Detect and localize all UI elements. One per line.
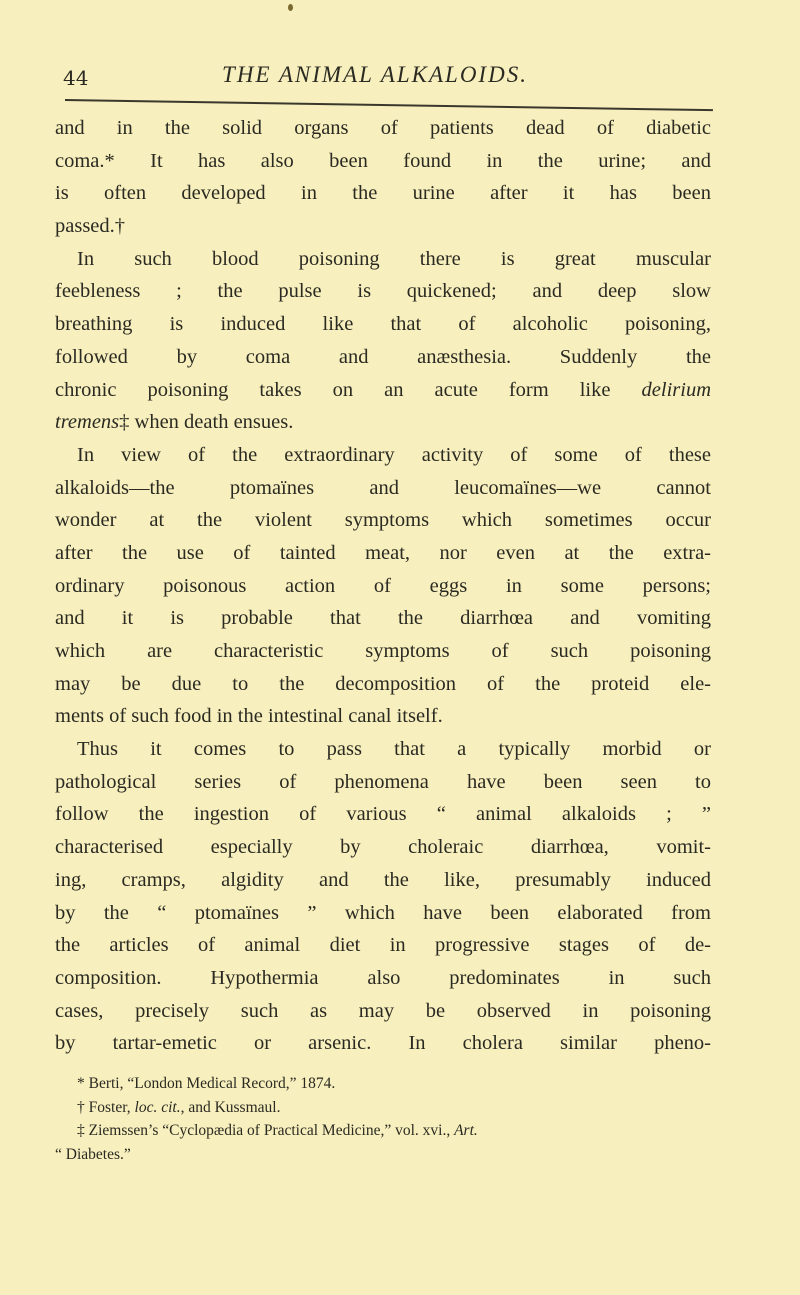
running-title: THE ANIMAL ALKALOIDS. xyxy=(222,62,528,87)
text-line: feebleness ; the pulse is quickened; and deep slow xyxy=(55,280,711,303)
footnote: ‡ Ziemssen’s “Cyclopædia of Practical Medicine,” vol. xvi., Art. xyxy=(77,1122,478,1139)
text-line: In such blood poisoning there is great muscular xyxy=(77,247,711,270)
text-line: passed.† xyxy=(55,215,126,238)
italic-text: tremens xyxy=(55,411,120,434)
text-line: coma.* It has also been found in the urine; and xyxy=(55,149,711,172)
text-line: after the use of tainted meat, nor even at the extra- xyxy=(55,541,711,564)
text-line: pathological series of phenomena have been seen to xyxy=(55,770,711,793)
text-line: ordinary poisonous action of eggs in some persons; xyxy=(55,574,711,597)
text-line: ing, cramps, algidity and the like, presumably induced xyxy=(55,868,711,891)
italic-text: delirium xyxy=(641,378,711,401)
text-line: and in the solid organs of patients dead of diabetic xyxy=(55,117,711,139)
text-line: follow the ingestion of various “ animal alkaloids ; ” xyxy=(55,803,711,826)
text-line: cases, precisely such as may be observed in poisoning xyxy=(55,999,711,1022)
text-line: by the “ ptomaïnes ” which have been elaborated from xyxy=(55,901,711,924)
italic-text: Art. xyxy=(454,1122,478,1139)
header-rule xyxy=(65,99,713,111)
text-line: ments of such food in the intestinal canal itself. xyxy=(55,705,443,728)
footnote: “ Diabetes.” xyxy=(55,1145,131,1163)
text-line: is often developed in the urine after it has been xyxy=(55,182,711,205)
page-number: 44 xyxy=(63,66,89,90)
text-line: the articles of animal diet in progressive stages of de- xyxy=(55,934,711,957)
footnote: * Berti, “London Medical Record,” 1874. xyxy=(77,1075,336,1092)
text-line: Thus it comes to pass that a typically morbid or xyxy=(77,738,711,761)
text-line: and it is probable that the diarrhœa and vomiting xyxy=(55,607,711,630)
italic-text: loc. cit. xyxy=(134,1098,181,1116)
text-line: by tartar-emetic or arsenic. In cholera similar pheno- xyxy=(55,1032,711,1055)
text-line: tremens‡ when death ensues. xyxy=(55,411,294,434)
text-line: alkaloids—the ptomaïnes and leucomaïnes—we cannot xyxy=(55,476,711,499)
text-line: In view of the extraordinary activity of some of these xyxy=(77,443,711,466)
ink-blot xyxy=(288,4,293,11)
body-text xyxy=(55,112,711,1060)
text-line: wonder at the violent symptoms which sometimes occur xyxy=(55,509,711,532)
text-line: followed by coma and anæsthesia. Suddenly the xyxy=(55,345,711,368)
footnotes xyxy=(55,1072,711,1166)
text-line: may be due to the decomposition of the proteid ele- xyxy=(55,672,711,695)
text-line: composition. Hypothermia also predominates in such xyxy=(55,966,711,989)
text-line: chronic poisoning takes on an acute form like delirium xyxy=(55,378,711,401)
text-line: breathing is induced like that of alcoholic poisoning, xyxy=(55,313,711,336)
footnote: † Foster, loc. cit., and Kussmaul. xyxy=(77,1098,281,1116)
text-line: characterised especially by choleraic diarrhœa, vomit- xyxy=(55,836,711,859)
text-line: which are characteristic symptoms of such poisoning xyxy=(55,640,711,662)
